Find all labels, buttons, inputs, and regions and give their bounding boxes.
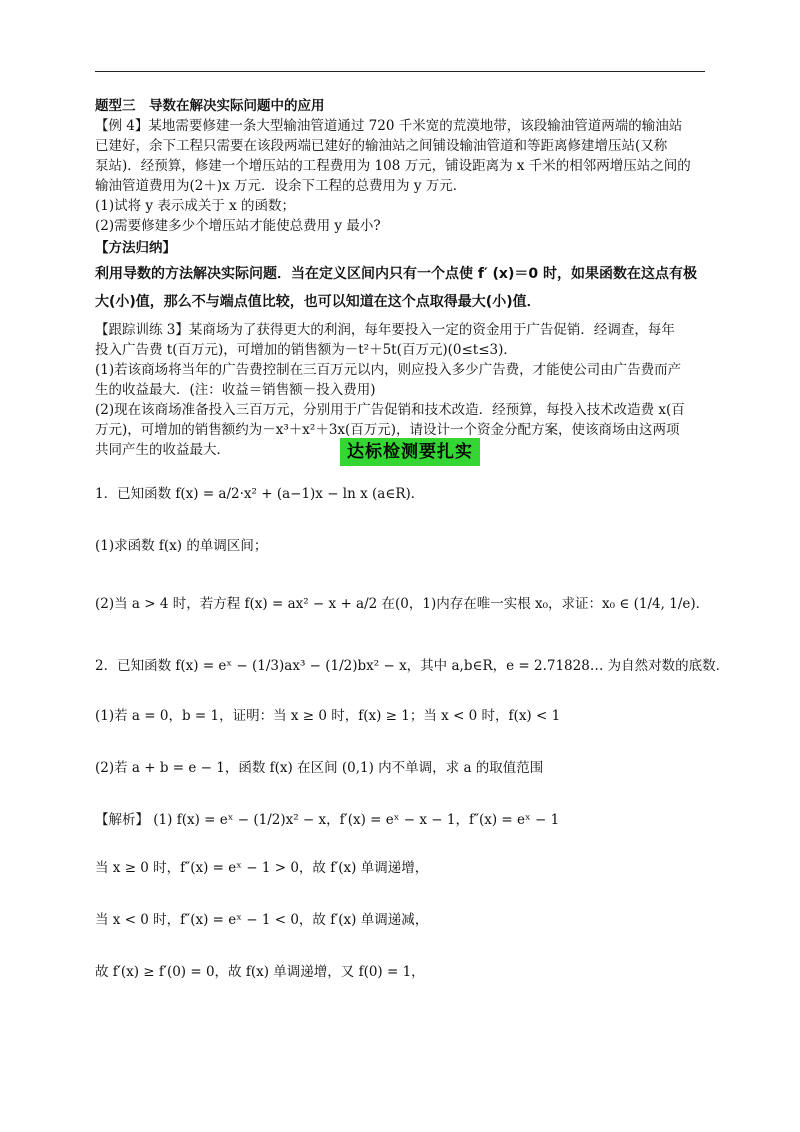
example4-line-2: 已建好，余下工程只需要在该段两端已建好的输油站之间铺设输油管道和等距离修建增压站(又称 (95, 138, 668, 154)
training3-line-3: (1)若该商场将当年的广告费控制在三百万元以内，则应投入多少广告费，才能使公司由广告费而产 (95, 362, 682, 378)
section-banner: 达标检测要扎实 (340, 438, 480, 466)
example4-line-3: 泵站)．经预算，修建一个增压站的工程费用为 108 万元，铺设距离为 x 千米的相邻两增压站之间的 (95, 158, 691, 174)
example4-question-2: (2)需要修建多少个增压站才能使总费用 y 最小? (95, 218, 381, 234)
example4-line-1: 【例 4】某地需要修建一条大型输油管道通过 720 千米宽的荒漠地带，该段输油管道两端的输油站 (95, 118, 683, 134)
solution-line-4: 故 f′(x) ≥ f′(0) = 0，故 f(x) 单调递增，又 f(0) = 1， (95, 964, 425, 980)
solution-line-3: 当 x < 0 时，f″(x) = eˣ − 1 < 0，故 f′(x) 单调递减， (95, 912, 429, 928)
training3-line-2: 投入广告费 t(百万元)，可增加的销售额为－t²＋5t(百万元)(0≤t≤3)． (95, 342, 517, 358)
section-title: 题型三 导数在解决实际问题中的应用 (95, 98, 325, 114)
problem1-intro: 1．已知函数 f(x) = a/2·x² + (a−1)x − ln x (a∈R)． (95, 486, 425, 502)
method-line-2: 大(小)值，那么不与端点值比较，也可以知道在这个点取得最大(小)值． (95, 294, 541, 310)
example4-question-1: (1)试将 y 表示成关于 x 的函数； (95, 198, 296, 214)
problem2-question-1: (1)若 a = 0，b = 1，证明：当 x ≥ 0 时，f(x) ≥ 1；当 x < 0 时，f(x) < 1 (95, 708, 561, 724)
training3-line-5: (2)现在该商场准备投入三百万元，分别用于广告促销和技术改造．经预算，每投入技术改造费 x(百 (95, 402, 685, 418)
example4-line-4: 输油管道费用为(2＋)x 万元．设余下工程的总费用为 y 万元． (95, 178, 467, 194)
training3-line-7: 共同产生的收益最大． (95, 442, 230, 458)
method-line-1: 利用导数的方法解决实际问题．当在定义区间内只有一个点使 f′ (x)＝0 时，如果函数在这点有极 (95, 266, 697, 282)
problem2-intro: 2．已知函数 f(x) = eˣ − (1/3)ax³ − (1/2)bx² − x，其中 a,b∈R，e = 2.71828… 为自然对数的底数． (95, 658, 730, 674)
training3-line-4: 生的收益最大．(注：收益＝销售额－投入费用) (95, 382, 376, 398)
problem1-question-2: (2)当 a > 4 时，若方程 f(x) = ax² − x + a/2 在(0，1)内存在唯一实根 x₀，求证：x₀ ∈ (1/4, 1/e)． (95, 596, 710, 612)
problem2-question-2: (2)若 a + b = e − 1，函数 f(x) 在区间 (0,1) 内不单调，求 a 的取值范围 (95, 760, 544, 776)
method-heading: 【方法归纳】 (95, 240, 176, 256)
solution-line-1: 【解析】 (1) f(x) = eˣ − (1/2)x² − x，f′(x) = eˣ − x − 1，f″(x) = eˣ − 1 (95, 812, 560, 828)
training3-line-1: 【跟踪训练 3】某商场为了获得更大的利润，每年要投入一定的资金用于广告促销．经调查，每年 (95, 322, 675, 338)
problem1-question-1: (1)求函数 f(x) 的单调区间； (95, 538, 268, 554)
header-rule (95, 71, 705, 72)
solution-line-2: 当 x ≥ 0 时，f″(x) = eˣ − 1 > 0，故 f′(x) 单调递增， (95, 860, 429, 876)
training3-line-6: 万元)，可增加的销售额约为－x³＋x²＋3x(百万元)，请设计一个资金分配方案，使该商场由这两项 (95, 422, 680, 438)
